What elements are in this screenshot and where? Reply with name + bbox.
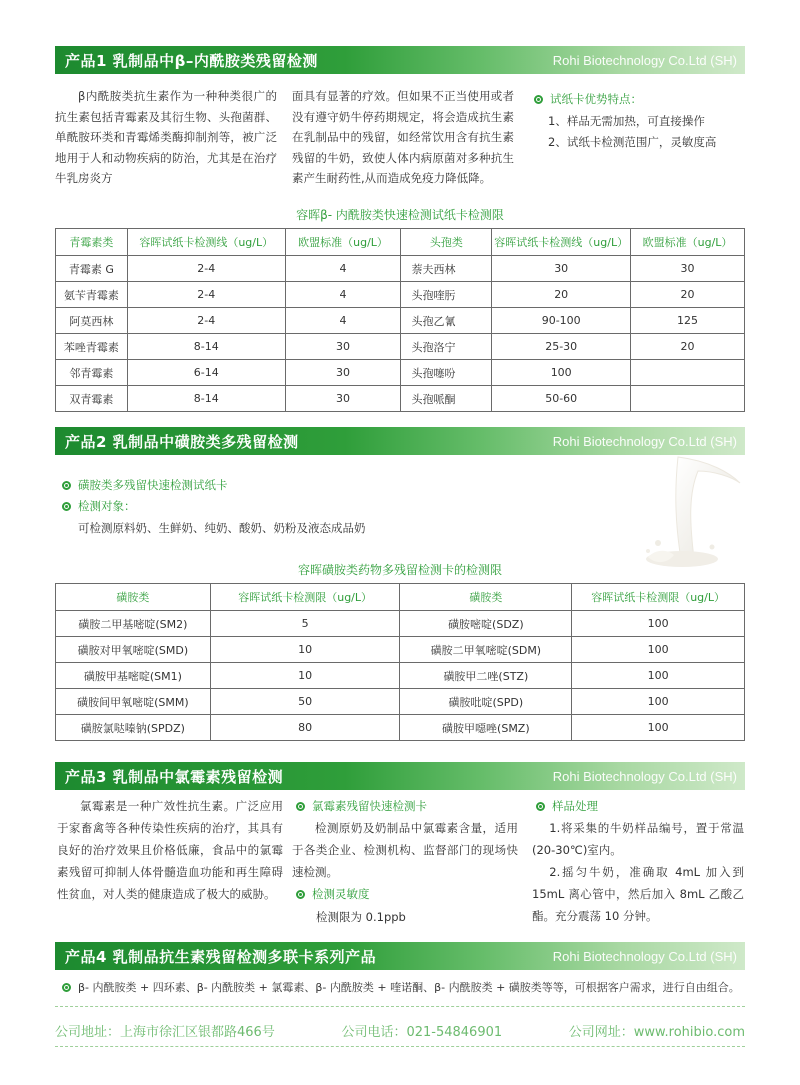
table-cell: 磺胺甲基嘧啶(SM1) — [56, 663, 211, 689]
sulfonamide-table — [55, 583, 745, 741]
sulfonamide-card-bullet: 磺胺类多残留快速检测试纸卡 — [62, 477, 228, 493]
column-header: 容晖试纸卡检测线（ug/L） — [127, 229, 285, 256]
table-cell: 10 — [210, 663, 400, 689]
combo-products-line: β- 内酰胺类 + 四环素、β- 内酰胺类 + 氯霉素、β- 内酰胺类 + 喹诺酮、β- 内酰胺类 + 磺胺类等等，可根据客户需求，进行自由组合。 — [62, 979, 740, 995]
table-cell: 氨苄青霉素 — [56, 282, 128, 308]
bullet-icon — [62, 983, 71, 992]
column-header: 欧盟标准（ug/L） — [285, 229, 401, 256]
table-row — [56, 611, 745, 637]
table-cell — [631, 386, 745, 412]
table-cell: 8-14 — [127, 334, 285, 360]
footer-divider-top — [55, 1006, 745, 1007]
table-cell: 50-60 — [492, 386, 631, 412]
table-row — [56, 637, 745, 663]
table-row — [56, 334, 745, 360]
column-header: 头孢类 — [401, 229, 492, 256]
table-cell: 8-14 — [127, 386, 285, 412]
detection-objects-text: 可检测原料奶、生鲜奶、纯奶、酸奶、奶粉及液态成品奶 — [78, 521, 366, 535]
sample-processing-bullet: 样品处理 — [536, 798, 598, 814]
bullet-icon — [296, 890, 305, 899]
table-cell: 2-4 — [127, 308, 285, 334]
chloramphenicol-intro: 氯霉素是一种广效性抗生素。广泛应用于家畜禽等各种传染性疾病的治疗，其具有良好的治疗效果且价格低廉，食品中的氯霉素残留可抑制人体骨髓造血功能和再生障碍性贫血，对人类的健康造成了极大的威胁。 — [57, 799, 283, 901]
table-cell: 6-14 — [127, 360, 285, 386]
table-cell: 4 — [285, 282, 401, 308]
table-cell: 20 — [631, 282, 745, 308]
bullet-icon — [296, 802, 305, 811]
table-cell: 100 — [572, 611, 745, 637]
company-name: Rohi Biotechnology Co.Ltd (SH) — [552, 433, 737, 449]
company-name: Rohi Biotechnology Co.Ltd (SH) — [552, 52, 737, 68]
table-cell: 磺胺吡啶(SPD) — [400, 689, 572, 715]
table-cell — [631, 360, 745, 386]
table-cell: 2-4 — [127, 282, 285, 308]
column-header: 磺胺类 — [400, 584, 572, 611]
table-cell: 20 — [492, 282, 631, 308]
column-header: 容晖试纸卡检测线（ug/L） — [492, 229, 631, 256]
footer-website: 公司网址：www.rohibio.com — [568, 1025, 745, 1040]
company-name: Rohi Biotechnology Co.Ltd (SH) — [552, 948, 737, 964]
table-cell: 90-100 — [492, 308, 631, 334]
column-header: 容晖试纸卡检测限（ug/L） — [210, 584, 400, 611]
table-cell: 100 — [572, 689, 745, 715]
section1-header — [55, 46, 745, 74]
section3-header — [55, 762, 745, 790]
table-cell: 头孢喹肟 — [401, 282, 492, 308]
table-cell: 4 — [285, 256, 401, 282]
table-cell: 头孢洛宁 — [401, 334, 492, 360]
table-cell: 磺胺甲二唑(STZ) — [400, 663, 572, 689]
table-row — [56, 308, 745, 334]
table-cell: 磺胺嘧啶(SDZ) — [400, 611, 572, 637]
sensitivity-text: 检测限为 0.1ppb — [316, 910, 406, 924]
table-cell: 100 — [572, 715, 745, 741]
table-cell: 100 — [492, 360, 631, 386]
table1-caption: 容晖β- 内酰胺类快速检测试纸卡检测限 — [296, 208, 504, 222]
sample-step-2: 2.摇匀牛奶，准确取 4mL 加入到 15mL 离心管中，然后加入 8mL 乙酸乙酯。充分震荡 10 分钟。 — [532, 865, 744, 923]
table-cell: 磺胺二甲基嘧啶(SM2) — [56, 611, 211, 637]
column-header: 磺胺类 — [56, 584, 211, 611]
footer-address: 公司地址：上海市徐汇区银都路466号 — [55, 1025, 275, 1040]
table-cell: 10 — [210, 637, 400, 663]
table-row — [56, 386, 745, 412]
table-cell: 磺胺二甲氧嘧啶(SDM) — [400, 637, 572, 663]
table-cell: 阿莫西林 — [56, 308, 128, 334]
bullet-icon — [534, 95, 543, 104]
table-cell: 青霉素 G — [56, 256, 128, 282]
section4-header — [55, 942, 745, 970]
table-cell: 2-4 — [127, 256, 285, 282]
advantage-2: 2、试纸卡检测范围广，灵敏度高 — [548, 135, 717, 149]
table-row — [56, 689, 745, 715]
table-cell: 萘夫西林 — [401, 256, 492, 282]
table-cell: 邻青霉素 — [56, 360, 128, 386]
table-cell: 100 — [572, 663, 745, 689]
advantages-heading: 试纸卡优势特点： — [534, 91, 642, 107]
sample-step-1: 1.将采集的牛奶样品编号，置于常温(20-30℃)室内。 — [532, 821, 744, 857]
section3-title: 产品3 乳制品中氯霉素残留检测 — [65, 767, 284, 786]
section1-paragraph-right: 面具有显著的疗效。但如果不正当使用或者没有遵守奶牛停药期规定，将会造成抗生素在乳制品中的残留，如经常饮用含有抗生素残留的牛奶，致使人体内病原菌对多种抗生素产生耐药性,从而造成免疫力降低降。 — [292, 89, 514, 185]
bullet-icon — [536, 802, 545, 811]
section1-title: 产品1 乳制品中β–内酰胺类残留检测 — [65, 51, 318, 70]
table-header-row — [56, 229, 745, 256]
company-name: Rohi Biotechnology Co.Ltd (SH) — [552, 768, 737, 784]
table-cell: 头孢哌酮 — [401, 386, 492, 412]
table-cell: 30 — [285, 360, 401, 386]
chloramphenicol-card-text: 检测原奶及奶制品中氯霉素含量，适用于各类企业、检测机构、监督部门的现场快速检测。 — [292, 821, 518, 879]
table-row — [56, 360, 745, 386]
table-cell: 双青霉素 — [56, 386, 128, 412]
table-row — [56, 715, 745, 741]
milk-splash-image — [618, 455, 748, 573]
bullet-icon — [62, 481, 71, 490]
section1-paragraph-left: β内酰胺类抗生素作为一种种类很广的抗生素包括青霉素及其衍生物、头孢菌群、单酰胺环类和青霉烯类酶抑制剂等，被广泛地用于人和动物疾病的防治，尤其是在治疗牛乳房炎方 — [55, 89, 277, 185]
table-cell: 25-30 — [492, 334, 631, 360]
table-row — [56, 282, 745, 308]
table-cell: 4 — [285, 308, 401, 334]
table-cell: 磺胺甲噁唑(SMZ) — [400, 715, 572, 741]
table2-caption: 容晖磺胺类药物多残留检测卡的检测限 — [297, 563, 502, 577]
sensitivity-bullet: 检测灵敏度 — [296, 886, 370, 902]
table-cell: 50 — [210, 689, 400, 715]
table-cell: 磺胺间甲氧嘧啶(SMM) — [56, 689, 211, 715]
footer — [55, 1021, 745, 1040]
table-cell: 头孢乙氰 — [401, 308, 492, 334]
footer-divider-bottom — [55, 1046, 745, 1047]
table-row — [56, 663, 745, 689]
section4-title: 产品4 乳制品抗生素残留检测多联卡系列产品 — [65, 947, 377, 966]
table-cell: 头孢噻吩 — [401, 360, 492, 386]
table-cell: 30 — [492, 256, 631, 282]
table-cell: 磺胺氯哒嗪钠(SPDZ) — [56, 715, 211, 741]
table-cell: 5 — [210, 611, 400, 637]
bullet-icon — [62, 502, 71, 511]
advantage-1: 1、样品无需加热，可直接操作 — [548, 114, 705, 128]
detection-object-bullet: 检测对象： — [62, 498, 136, 514]
table-cell: 125 — [631, 308, 745, 334]
table-cell: 30 — [285, 386, 401, 412]
table-cell: 20 — [631, 334, 745, 360]
column-header: 青霉素类 — [56, 229, 128, 256]
section2-title: 产品2 乳制品中磺胺类多残留检测 — [65, 432, 299, 451]
table-cell: 磺胺对甲氧嘧啶(SMD) — [56, 637, 211, 663]
footer-phone: 公司电话：021-54846901 — [341, 1025, 503, 1040]
table-header-row — [56, 584, 745, 611]
beta-lactam-table — [55, 228, 745, 412]
table-cell: 80 — [210, 715, 400, 741]
table-cell: 苯唑青霉素 — [56, 334, 128, 360]
table-cell: 30 — [285, 334, 401, 360]
column-header: 容晖试纸卡检测限（ug/L） — [572, 584, 745, 611]
column-header: 欧盟标准（ug/L） — [631, 229, 745, 256]
chloramphenicol-card-bullet: 氯霉素残留快速检测卡 — [296, 798, 427, 814]
table-cell: 30 — [631, 256, 745, 282]
table-cell: 100 — [572, 637, 745, 663]
table-row — [56, 256, 745, 282]
section2-header — [55, 427, 745, 455]
